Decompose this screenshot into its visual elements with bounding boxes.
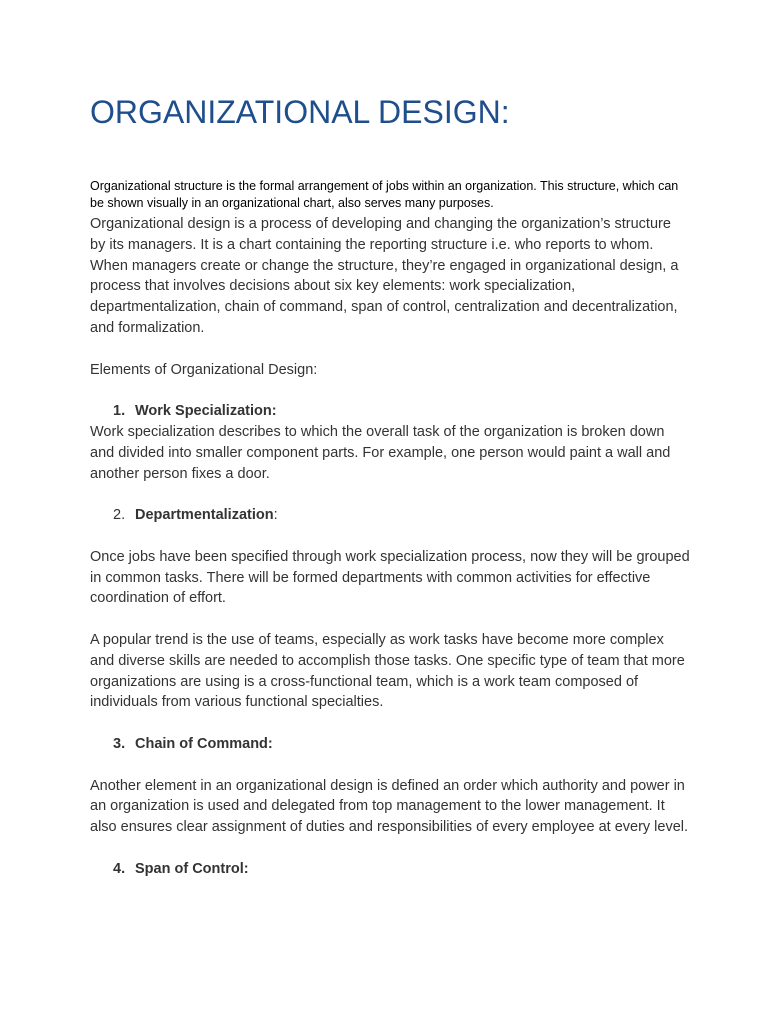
list-label: Departmentalization: [135, 507, 274, 524]
list-suffix: :: [273, 507, 278, 524]
work-specialization-paragraph: Work specialization describes to which the overall task of the organization is broken down and divided into smaller component parts. For example, one person would paint a wall and another person fixes a door.: [90, 423, 671, 482]
departmentalization-paragraph-2: A popular trend is the use of teams, especially as work tasks have become more complex and diverse skills are needed to accomplish those tasks. One specific type of team that more organizations are using is a cross-functional team, which is a work team composed of individuals from various functional specialties.: [90, 631, 685, 711]
document-title: ORGANIZATIONAL DESIGN:: [90, 94, 510, 130]
list-label: Work Specialization:: [135, 403, 277, 420]
spacer: [90, 339, 690, 360]
list-number: 2.: [113, 507, 126, 524]
spacer: [90, 484, 690, 505]
departmentalization-paragraph-1: Once jobs have been specified through work specialization process, now they will be grouped in common tasks. There will be formed departments with common activities for effective coordination of effort.: [90, 548, 690, 607]
list-label: Span of Control:: [135, 860, 249, 877]
elements-heading: Elements of Organizational Design:: [90, 361, 318, 378]
list-number: 1.: [113, 403, 126, 420]
spacer: [90, 380, 690, 401]
design-definition-paragraph: Organizational design is a process of developing and changing the organization’s structure by its managers. It is a chart containing the reporting structure i.e. who reports to whom. When managers create or change the structure, they’re engaged in organizational design, a process that involves decisions about six key elements: work specialization, departmentalization, chain of command, span of control, centralization and decentralization, and formalization.: [90, 216, 679, 336]
spacer: [90, 713, 690, 734]
list-item-work-specialization: [90, 401, 690, 422]
list-item-chain-of-command: [90, 734, 690, 755]
list-number: 3.: [113, 735, 126, 752]
document-body: [90, 214, 690, 880]
spacer: [90, 609, 690, 630]
spacer: [90, 838, 690, 859]
list-item-span-of-control: [90, 859, 690, 880]
spacer: [90, 755, 690, 776]
intro-paragraph: Organizational structure is the formal arrangement of jobs within an organization. This structure, which can be shown visually in an organizational chart, also serves many purposes.: [90, 179, 679, 210]
list-label: Chain of Command:: [135, 735, 273, 752]
chain-of-command-paragraph: Another element in an organizational design is defined an order which authority and power in an organization is used and delegated from top management to the lower management. It also ensures clear assignment of duties and responsibilities of every employee at every level.: [90, 777, 689, 836]
list-number: 4.: [113, 860, 126, 877]
spacer: [90, 526, 690, 547]
list-item-departmentalization: [90, 505, 690, 526]
